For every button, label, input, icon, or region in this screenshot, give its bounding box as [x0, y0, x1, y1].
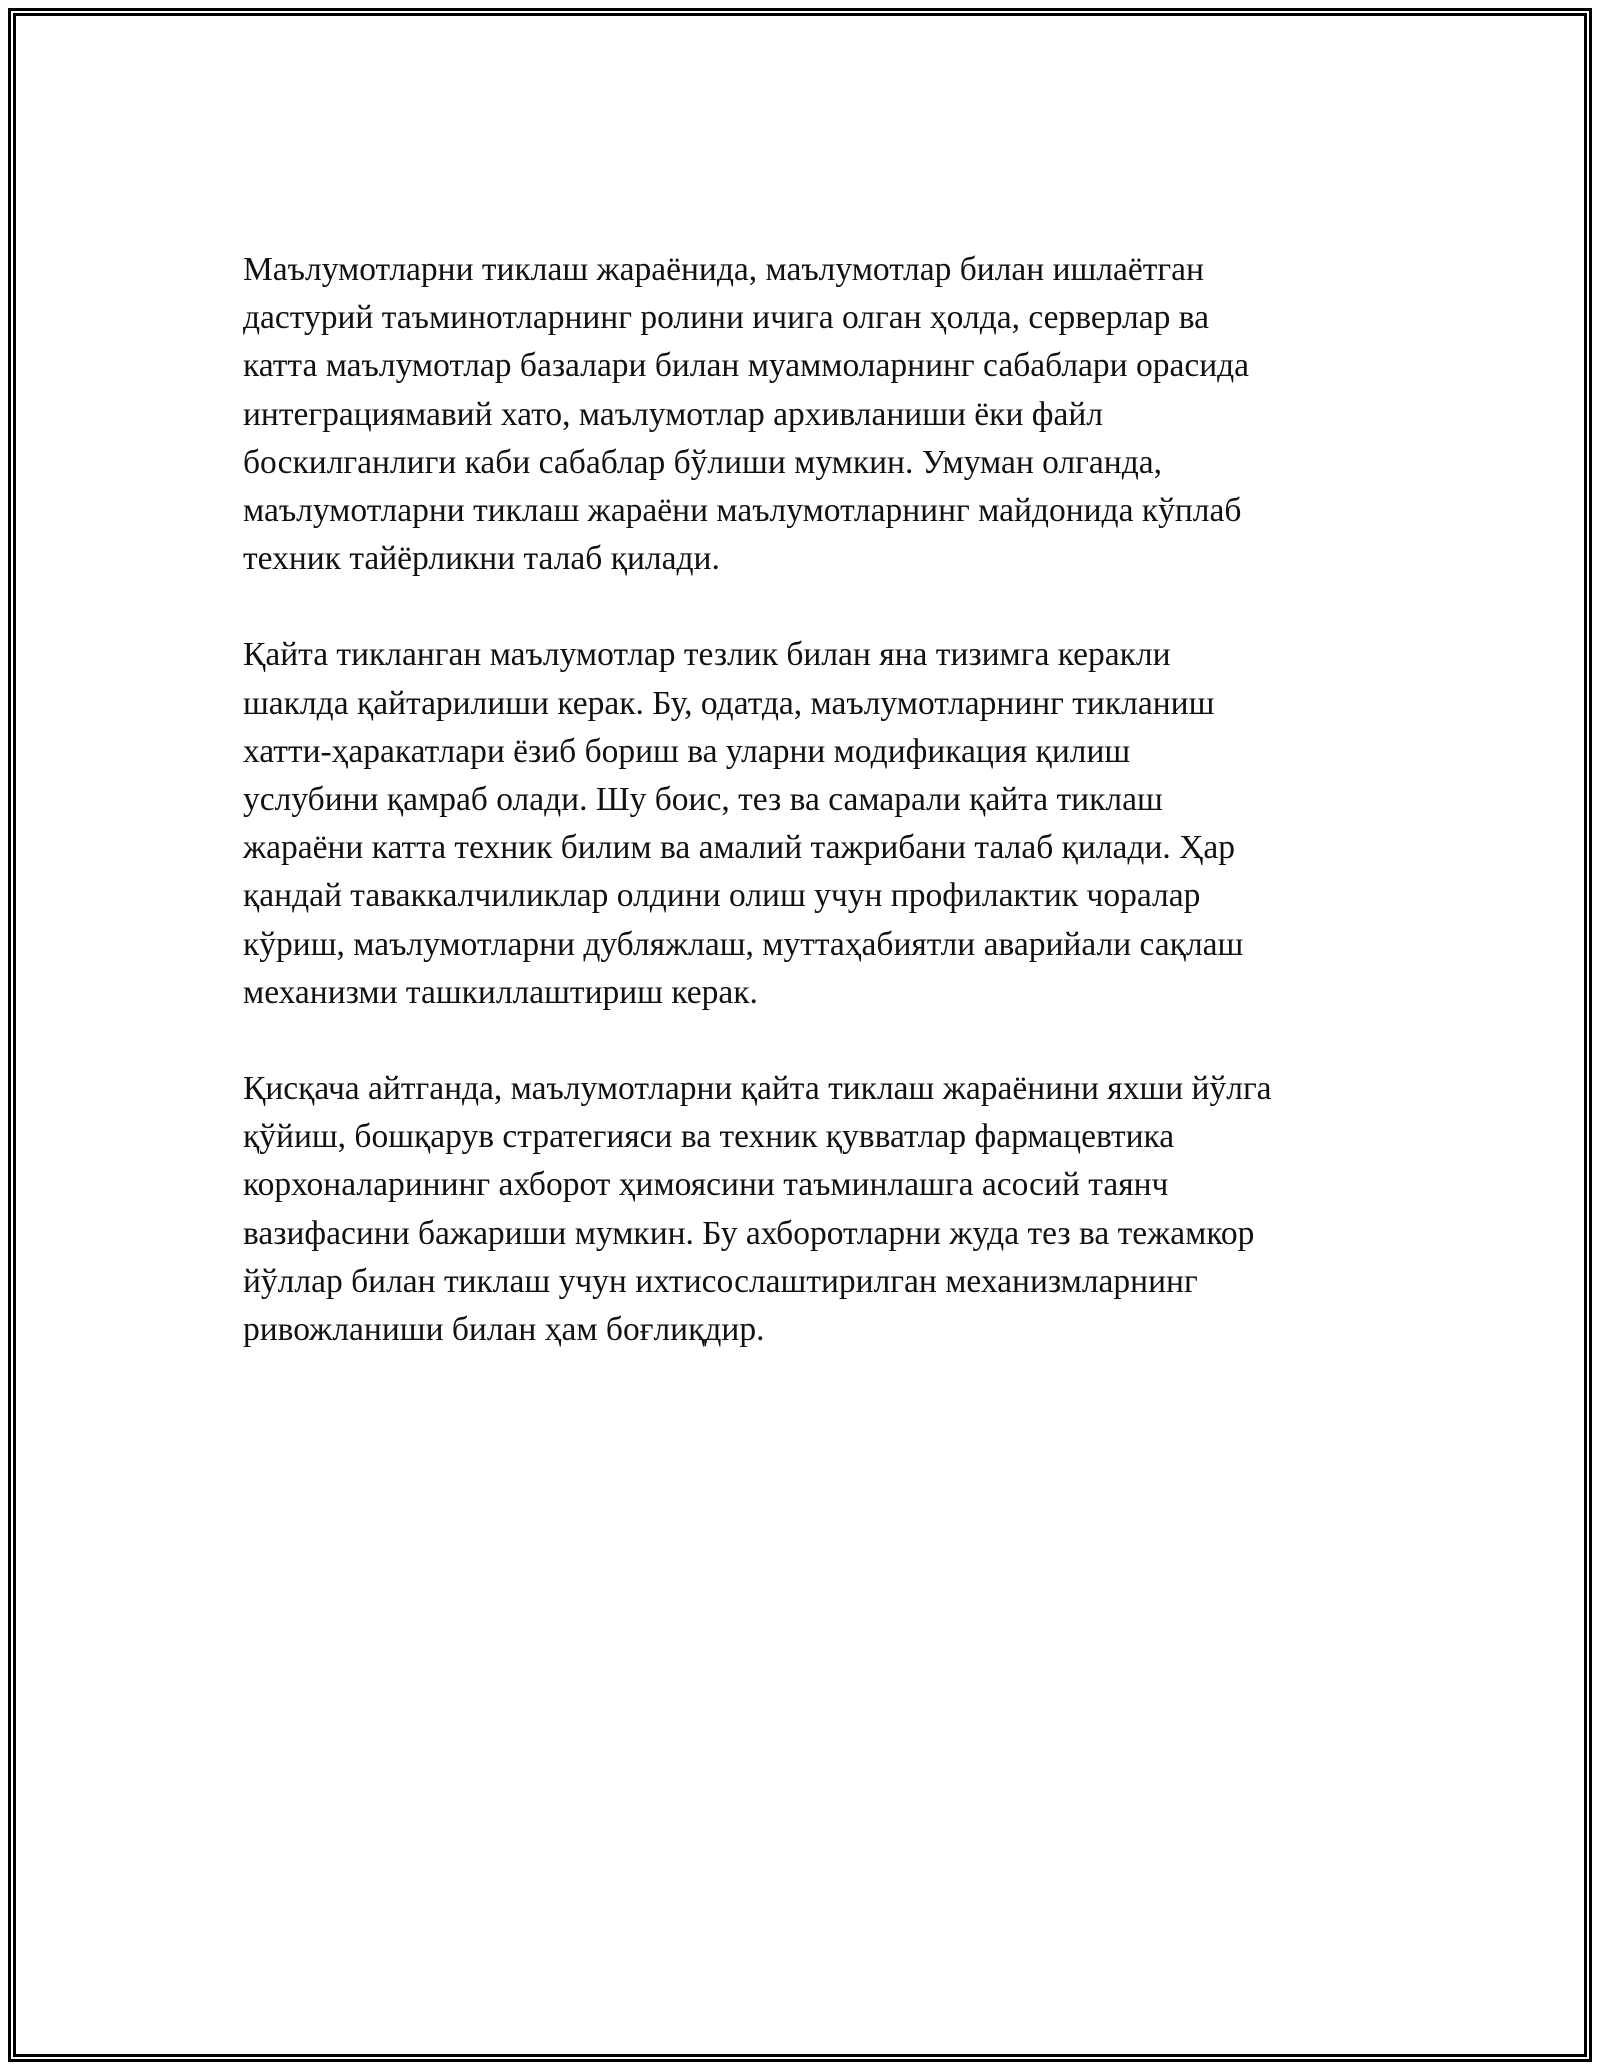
text-line: катта маълумотлар базалари билан муаммоларнинг сабаблари орасида	[243, 347, 1250, 385]
text-line: техник тайёрликни талаб қилади.	[243, 540, 720, 578]
paragraph-3	[243, 1065, 1393, 1354]
text-line: услубини қамраб олади. Шу боис, тез ва самарали қайта тиклаш	[243, 781, 1163, 819]
text-line: боскилганлиги каби сабаблар бўлиши мумкин. Умуман олганда,	[243, 443, 1163, 481]
text-line: йўллар билан тиклаш учун ихтисослаштирилган механизмларнинг	[243, 1262, 1198, 1300]
text-line: Қисқача айтганда, маълумотларни қайта тиклаш жараёнини яхши йўлга	[243, 1070, 1272, 1108]
text-line: шаклда қайтарилиши керак. Бу, одатда, маълумотларнинг тикланиш	[243, 684, 1215, 722]
text-line: дастурий таъминотларнинг ролини ичига олган ҳолда, серверлар ва	[243, 299, 1210, 337]
text-line: Қайта тикланган маълумотлар тезлик билан яна тизимга керакли	[243, 636, 1171, 674]
text-line: қўйиш, бошқарув стратегияси ва техник қувватлар фармацевтика	[243, 1118, 1175, 1156]
text-line: вазифасини бажариши мумкин. Бу ахборотларни жуда тез ва тежамкор	[243, 1214, 1255, 1252]
paragraph-2	[243, 631, 1393, 1017]
text-line: корхоналарининг ахборот ҳимоясини таъминлашга асосий таянч	[243, 1166, 1169, 1204]
document-body	[243, 246, 1393, 1354]
page-frame	[8, 8, 1592, 2062]
paragraph-1	[243, 246, 1393, 583]
text-line: хатти-ҳаракатлари ёзиб бориш ва уларни модификация қилиш	[243, 732, 1131, 770]
text-line: кўриш, маълумотларни дубляжлаш, муттаҳабиятли аварийали сақлаш	[243, 925, 1244, 963]
text-line: интеграциямавий хато, маълумотлар архивланиши ёки файл	[243, 395, 1103, 433]
text-line: маълумотларни тиклаш жараёни маълумотларнинг майдонида кўплаб	[243, 492, 1242, 530]
text-line: механизми ташкиллаштириш керак.	[243, 973, 758, 1011]
text-line: Маълумотларни тиклаш жараёнида, маълумотлар билан ишлаётган	[243, 251, 1204, 288]
text-line: жараёни катта техник билим ва амалий тажрибани талаб қилади. Ҳар	[243, 829, 1235, 867]
text-line: қандай таваккалчиликлар олдини олиш учун профилактик чоралар	[243, 877, 1201, 915]
text-line: ривожланиши билан ҳам боғлиқдир.	[243, 1311, 765, 1349]
